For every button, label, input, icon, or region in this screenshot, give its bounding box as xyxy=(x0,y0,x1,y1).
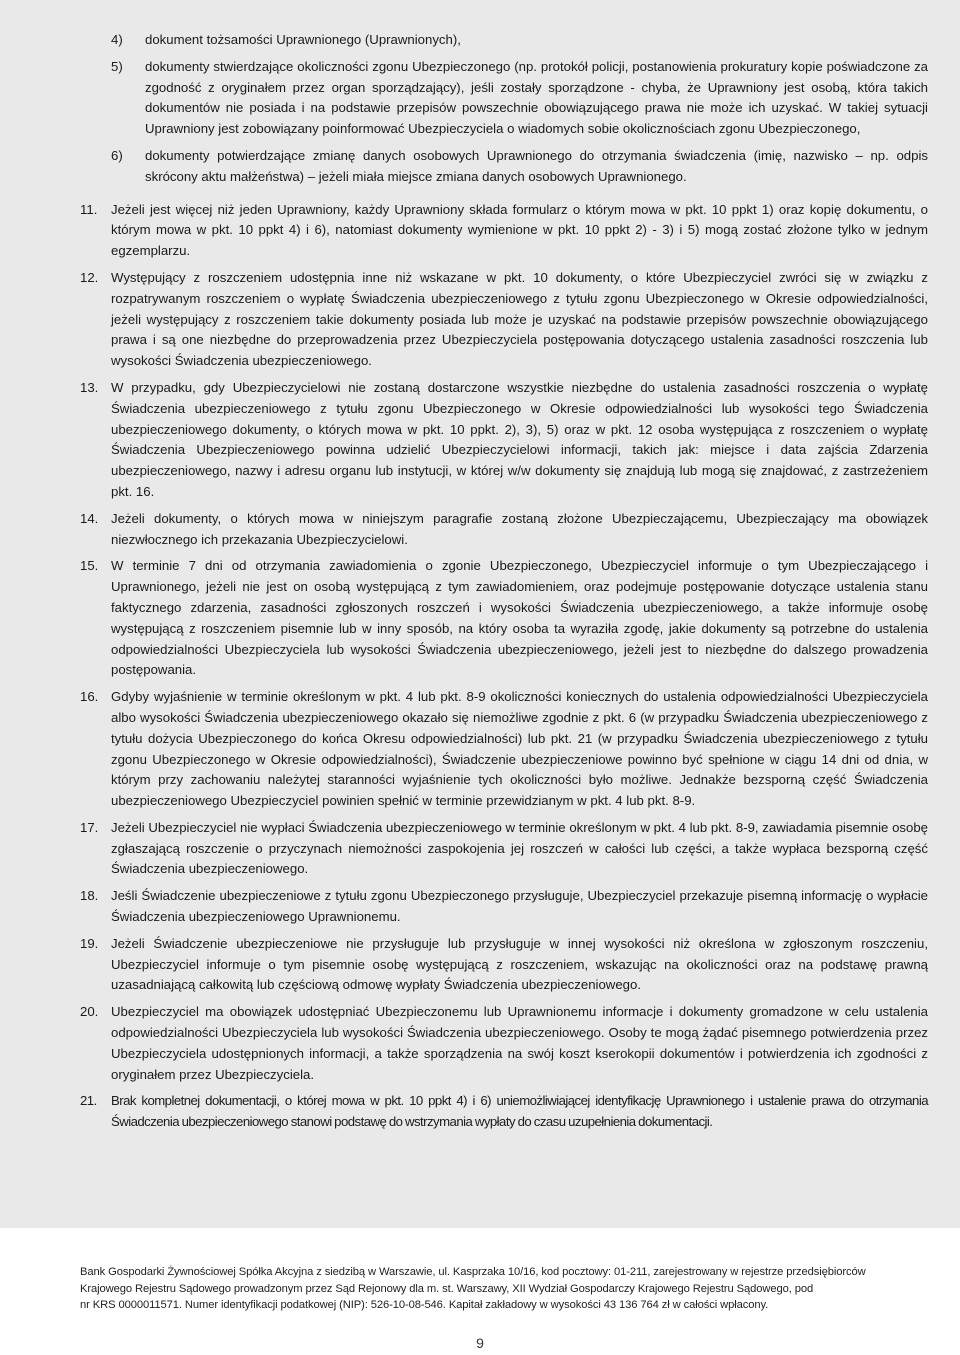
sub-item-6 xyxy=(0,146,960,188)
sub-item-5 xyxy=(0,57,960,140)
paragraph-20 xyxy=(0,1002,960,1085)
paragraph-14 xyxy=(0,509,960,551)
paragraph-text: Gdyby wyjaśnienie w terminie określonym w pkt. 4 lub pkt. 8-9 okoliczności koniecznych do ustalenia odpowiedzialności Ubezpieczyciela albo wysokości Świadczenia ubezpieczeniowego okazało się niemożliwe zgodnie z pkt. 6 (w przypadku Świadczenia ubezpieczeniowego z tytułu dożycia Ubezpieczonego do końca Okresu odpowiedzialności) lub pkt. 21 (w przypadku Świadczenia ubezpieczeniowego z tytułu zgonu Ubezpieczonego w Okresie odpowiedzialności), Świadczenie ubezpieczeniowe powinno być spełnione w ciągu 14 dni od dnia, w którym przy zachowaniu należytej staranności wyjaśnienie tych okoliczności było możliwe. Jednakże bezsporną część Świadczenia ubezpieczeniowego Ubezpieczyciel powinien spełnić w terminie przewidzianym w pkt. 4 lub pkt. 8-9. xyxy=(111,689,928,809)
document-content xyxy=(0,30,960,1139)
paragraph-number: 13. xyxy=(80,379,99,395)
paragraph-text: W terminie 7 dni od otrzymania zawiadomienia o zgonie Ubezpieczonego, Ubezpieczyciel informuje o tym Ubezpieczającego i Uprawnionego, jeżeli nie jest on osobą występującą z tym zawiadomieniem, oraz podejmuje postępowanie dotyczące ustalenia stanu faktycznego zdarzenia, zasadności zgłoszonych roszczeń i wysokości Świadczenia ubezpieczeniowego, a także informuje osobę występującą z roszczeniem pisemnie lub w inny sposób, na który osoba ta wyraziła zgodę, jakie dokumenty są potrzebne do ustalenia odpowiedzialności Ubezpieczyciela lub wysokości Świadczenia ubezpieczeniowego, jeżeli jest to niezbędne do dalszego prowadzenia postępowania. xyxy=(111,558,928,678)
paragraph-number: 14. xyxy=(80,510,99,526)
paragraph-16 xyxy=(0,687,960,812)
paragraph-text: Jeżeli jest więcej niż jeden Uprawniony, każdy Uprawniony składa formularz o którym mowa w pkt. 10 ppkt 1) oraz kopię dokumentu, o którym mowa w pkt. 10 ppkt 4) i 6), natomiast dokumenty wymienione w pkt. 10 ppkt 2) - 3) i 5) mogą zostać złożone tylko w jednym egzemplarzu. xyxy=(111,201,928,259)
paragraph-19 xyxy=(0,934,960,996)
sub-item-number: 4) xyxy=(111,32,123,47)
paragraph-12 xyxy=(0,268,960,372)
paragraph-11 xyxy=(0,200,960,262)
paragraph-17 xyxy=(0,818,960,880)
paragraph-number: 16. xyxy=(80,689,99,705)
sub-item-text: dokument tożsamości Uprawnionego (Uprawnionych), xyxy=(145,32,461,47)
paragraph-text: Występujący z roszczeniem udostępnia inne niż wskazane w pkt. 10 dokumenty, o które Ubezpieczyciel zwróci się w związku z rozpatrywanym roszczeniem o wypłatę Świadczenia ubezpieczeniowego z tytułu zgonu Ubezpieczonego w Okresie odpowiedzialności, jeżeli występujący z roszczeniem takie dokumenty posiada lub może je uzyskać na podstawie przepisów powszechnie obowiązującego prawa i są one niezbędne do przeprowadzenia przez Ubezpieczyciela postępowania dotyczącego ustalenia zasadności roszczenia lub wysokości Świadczenia ubezpieczeniowego. xyxy=(111,269,928,369)
paragraph-number: 15. xyxy=(80,558,99,574)
paragraph-number: 17. xyxy=(80,819,99,835)
paragraph-number: 20. xyxy=(80,1004,99,1020)
paragraph-text: Jeżeli Świadczenie ubezpieczeniowe nie przysługuje lub przysługuje w innej wysokości niż określona w zgłoszonym roszczeniu, Ubezpieczyciel informuje o tym pisemnie osobę występującą z roszczeniem, wskazując na okoliczności oraz na podstawę prawną uzasadniającą całkowitą lub częściową odmowę wypłaty Świadczenia ubezpieczeniowego. xyxy=(111,935,928,993)
paragraph-13 xyxy=(0,378,960,503)
paragraph-21 xyxy=(0,1091,960,1133)
paragraph-number: 19. xyxy=(80,935,99,951)
paragraph-number: 12. xyxy=(80,269,99,285)
paragraph-text: Jeżeli dokumenty, o których mowa w niniejszym paragrafie zostaną złożone Ubezpieczającemu, Ubezpieczający ma obowiązek niezwłocznego ich przekazania Ubezpieczycielowi. xyxy=(111,510,928,547)
paragraph-15 xyxy=(0,556,960,681)
paragraph-18 xyxy=(0,886,960,928)
paragraph-number: 11. xyxy=(80,201,98,217)
paragraph-text: Ubezpieczyciel ma obowiązek udostępniać Ubezpieczonemu lub Uprawnionemu informacje i dokumenty gromadzone w celu ustalenia odpowiedzialności Ubezpieczyciela lub wysokości Świadczenia ubezpieczeniowego. Osoby te mogą żądać pisemnego potwierdzenia przez Ubezpieczyciela udostępnionych informacji, a także sporządzenia na swój koszt kserokopii dokumentów i potwierdzenia ich zgodności z oryginałem przez Ubezpieczyciela. xyxy=(111,1004,928,1082)
sub-item-4 xyxy=(0,30,960,51)
page-number: 9 xyxy=(476,1335,484,1351)
paragraph-number: 18. xyxy=(80,888,99,904)
paragraph-text: W przypadku, gdy Ubezpieczycielowi nie zostaną dostarczone wszystkie niezbędne do ustalenia zasadności roszczenia o wypłatę Świadczenia ubezpieczeniowego z tytułu zgonu Ubezpieczonego w Okresie odpowiedzialności lub wysokości tego Świadczenia ubezpieczeniowego dokumenty, o których mowa w pkt. 10 ppkt. 2), 3), 5) oraz w pkt. 12 osoba występująca z roszczeniem o wypłatę Świadczenia Ubezpieczeniowego powinna udzielić Ubezpieczycielowi informacji, takich jak: miejsce i data zajścia Zdarzenia ubezpieczeniowego, nazwy i adresu organu lub instytucji, w której w/w dokumenty się znajdują lub mogą się znajdować, z zastrzeżeniem pkt. 16. xyxy=(111,379,928,499)
sub-item-text: dokumenty potwierdzające zmianę danych osobowych Uprawnionego do otrzymania świadczenia (imię, nazwisko – np. odpis skrócony aktu małżeństwa) – jeżeli miała miejsce zmiana danych osobowych Uprawnionego. xyxy=(145,147,928,184)
paragraph-text: Brak kompletnej dokumentacji, o której mowa w pkt. 10 ppkt 4) i 6) uniemożliwiającej identyfikację Uprawnionego i ustalenie prawa do otrzymania Świadczenia ubezpieczeniowego stanowi podstawę do wstrzymania wypłaty do czasu uzupełnienia dokumentacji. xyxy=(111,1093,928,1130)
footer-line: nr KRS 0000011571. Numer identyfikacji podatkowej (NIP): 526-10-08-546. Kapitał zakładowy w wysokości 43 136 764 zł w całości wpłacony. xyxy=(80,1299,769,1312)
footer-line: Krajowego Rejestru Sądowego prowadzonym przez Sąd Rejonowy dla m. st. Warszawy, XII Wydział Gospodarczy Krajowego Rejestru Sądowego, pod xyxy=(80,1282,814,1295)
sub-item-number: 6) xyxy=(111,147,123,163)
paragraph-text: Jeżeli Ubezpieczyciel nie wypłaci Świadczenia ubezpieczeniowego w terminie określonym w pkt. 4 lub pkt. 8-9, zawiadamia pisemnie osobę zgłaszającą roszczenie o przyczynach niemożności zaspokojenia jej roszczeń w całości lub części, a także wypłaca bezsporną część Świadczenia ubezpieczeniowego. xyxy=(111,819,928,877)
sub-item-text: dokumenty stwierdzające okoliczności zgonu Ubezpieczonego (np. protokół policji, postanowienia prokuratury kopie poświadczone za zgodność z oryginałem przez organ sporządzający), jeśli zostały sporządzone - chyba, że Uprawniony jest osobą, która takich dokumentów nie posiada i na podstawie przepisów powszechnie obowiązującego prawa nie może ich uzyskać. W takiej sytuacji Uprawniony jest zobowiązany poinformować Ubezpieczyciela o wiadomych sobie okolicznościach zgonu Ubezpieczonego, xyxy=(145,58,928,137)
paragraph-text: Jeśli Świadczenie ubezpieczeniowe z tytułu zgonu Ubezpieczonego przysługuje, Ubezpieczyciel przekazuje pisemną informację o wypłacie Świadczenia ubezpieczeniowego Uprawnionemu. xyxy=(111,888,928,925)
paragraph-number: 21. xyxy=(80,1093,97,1109)
legal-footer xyxy=(80,1264,960,1314)
footer-line: Bank Gospodarki Żywnościowej Spółka Akcyjna z siedzibą w Warszawie, ul. Kasprzaka 10/16, kod pocztowy: 01-211, zarejestrowany w rejestrze przedsiębiorców xyxy=(80,1266,866,1278)
sub-item-number: 5) xyxy=(111,58,123,74)
